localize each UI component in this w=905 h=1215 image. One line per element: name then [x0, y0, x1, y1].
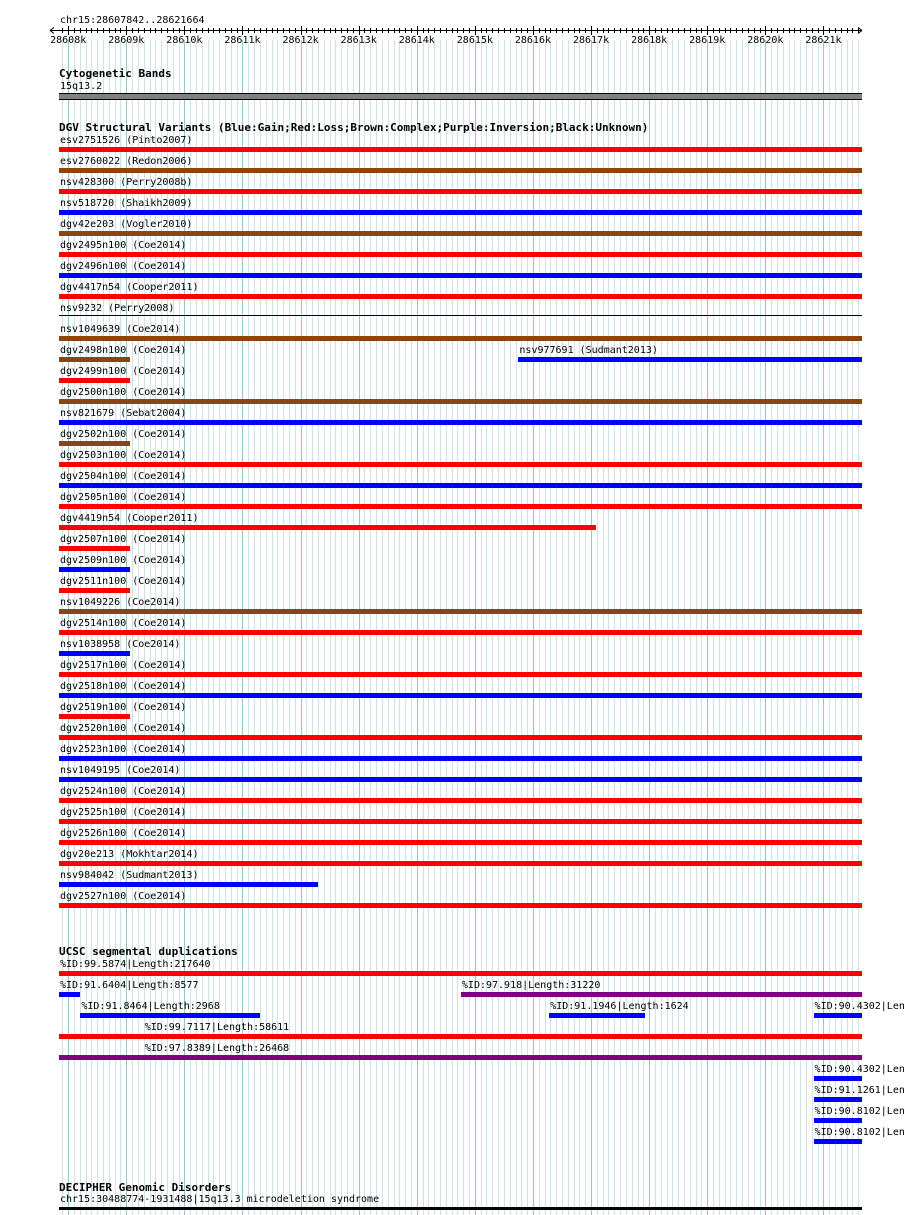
dgv-feature-label: dgv2500n100 (Coe2014) — [60, 387, 187, 398]
dgv-feature-bar[interactable] — [59, 840, 862, 845]
dgv-feature-label: dgv42e203 (Vogler2010) — [60, 219, 193, 230]
dgv-feature-bar[interactable] — [59, 294, 862, 299]
dgv-feature-label: dgv2505n100 (Coe2014) — [60, 492, 187, 503]
dgv-feature-bar[interactable] — [59, 378, 130, 383]
segdups-feature-bar[interactable] — [814, 1139, 862, 1144]
dgv-feature-label: dgv2526n100 (Coe2014) — [60, 828, 187, 839]
dgv-feature-bar[interactable] — [59, 798, 862, 803]
dgv-feature-bar[interactable] — [59, 252, 862, 257]
ruler-tick-label: 28617k — [572, 35, 610, 46]
dgv-feature-bar[interactable] — [59, 504, 862, 509]
segdups-feature-label: %ID:99.5874|Length:217640 — [60, 959, 211, 970]
segdups-feature-label: %ID:97.8389|Length:26468 — [144, 1043, 290, 1054]
ruler-tick-label: 28612k — [282, 35, 319, 46]
dgv-feature-label: nsv9232 (Perry2008) — [60, 303, 175, 314]
dgv-feature-bar[interactable] — [518, 357, 862, 362]
dgv-feature-bar[interactable] — [59, 903, 862, 908]
dgv-feature-bar[interactable] — [59, 609, 862, 614]
dgv-feature-label: dgv2503n100 (Coe2014) — [60, 450, 187, 461]
dgv-feature-bar[interactable] — [59, 147, 862, 152]
segdup-track-title: UCSC segmental duplications — [59, 945, 238, 958]
decipher-feature-bar[interactable] — [59, 1207, 862, 1210]
segdups-feature-label: %ID:97.918|Length:31220 — [461, 980, 601, 991]
ruler-tick-label: 28609k — [108, 35, 145, 46]
dgv-feature-label: dgv2520n100 (Coe2014) — [60, 723, 187, 734]
dgv-feature-label: dgv2496n100 (Coe2014) — [60, 261, 187, 272]
segdups-feature-label: %ID:91.1261|Len — [814, 1085, 905, 1096]
ruler-tick-label: 28620k — [747, 35, 784, 46]
ruler-tick-label: 28611k — [224, 35, 261, 46]
segdups-feature-bar[interactable] — [814, 1118, 862, 1123]
segdups-feature-bar[interactable] — [814, 1013, 862, 1018]
dgv-feature-label: dgv2498n100 (Coe2014) — [60, 345, 187, 356]
dgv-feature-label: dgv2504n100 (Coe2014) — [60, 471, 187, 482]
segdups-feature-bar[interactable] — [80, 1013, 260, 1018]
dgv-feature-bar[interactable] — [59, 441, 130, 446]
dgv-feature-bar[interactable] — [59, 567, 130, 572]
dgv-feature-bar[interactable] — [59, 861, 862, 866]
dgv-feature-bar[interactable] — [59, 462, 862, 467]
dgv-feature-bar[interactable] — [59, 735, 862, 740]
ruler-tick-label: 28618k — [631, 35, 668, 46]
dgv-feature-label: dgv2499n100 (Coe2014) — [60, 366, 187, 377]
dgv-feature-label: nsv1038958 (Coe2014) — [60, 639, 181, 650]
dgv-feature-label: dgv2502n100 (Coe2014) — [60, 429, 187, 440]
dgv-feature-bar[interactable] — [59, 420, 862, 425]
dgv-feature-label: dgv2514n100 (Coe2014) — [60, 618, 187, 629]
dgv-feature-bar[interactable] — [59, 168, 862, 173]
segdups-feature-label: %ID:91.8464|Length:2968 — [81, 1001, 220, 1012]
decipher-feature-label: chr15:30488774-1931488|15q13.3 microdeletion syndrome — [60, 1194, 380, 1205]
cytoband-bar[interactable] — [59, 93, 862, 100]
segdups-feature-label: %ID:90.4302|Len — [814, 1064, 905, 1075]
dgv-track-title: DGV Structural Variants (Blue:Gain;Red:Loss;Brown:Complex;Purple:Inversion;Black:Unknown) — [59, 121, 649, 134]
dgv-feature-label: dgv2511n100 (Coe2014) — [60, 576, 187, 587]
dgv-feature-bar[interactable] — [59, 210, 862, 215]
segdups-feature-label: %ID:90.8102|Len — [814, 1127, 905, 1138]
dgv-feature-bar[interactable] — [59, 546, 130, 551]
cytobands-track-title: Cytogenetic Bands — [59, 67, 172, 80]
dgv-feature-label: nsv518720 (Shaikh2009) — [60, 198, 193, 209]
dgv-feature-bar[interactable] — [59, 630, 862, 635]
dgv-feature-label: dgv4419n54 (Cooper2011) — [60, 513, 199, 524]
dgv-feature-bar[interactable] — [59, 357, 130, 362]
segdups-feature-label: %ID:90.8102|Len — [814, 1106, 905, 1117]
dgv-feature-label: nsv428300 (Perry2008b) — [60, 177, 193, 188]
dgv-feature-bar[interactable] — [59, 483, 862, 488]
dgv-feature-label: dgv4417n54 (Cooper2011) — [60, 282, 199, 293]
segdups-feature-bar[interactable] — [814, 1097, 862, 1102]
dgv-feature-bar[interactable] — [59, 882, 318, 887]
dgv-feature-bar[interactable] — [59, 714, 130, 719]
dgv-feature-bar[interactable] — [59, 273, 862, 278]
dgv-feature-label: nsv1049226 (Coe2014) — [60, 597, 181, 608]
dgv-feature-label: dgv2507n100 (Coe2014) — [60, 534, 187, 545]
dgv-feature-bar[interactable] — [59, 399, 862, 404]
ruler-tick-label: 28614k — [398, 35, 435, 46]
ruler-tick-label: 28621k — [805, 35, 842, 46]
dgv-feature-label: nsv977691 (Sudmant2013) — [519, 345, 658, 356]
cytoband-label: 15q13.2 — [60, 81, 103, 92]
dgv-feature-bar[interactable] — [59, 231, 862, 236]
dgv-feature-bar[interactable] — [59, 693, 862, 698]
dgv-feature-bar[interactable] — [59, 819, 862, 824]
dgv-feature-bar[interactable] — [59, 672, 862, 677]
dgv-feature-bar[interactable] — [59, 651, 130, 656]
segdups-feature-label: %ID:99.7117|Length:58611 — [144, 1022, 290, 1033]
segdups-feature-bar[interactable] — [59, 1055, 862, 1060]
dgv-feature-bar[interactable] — [59, 336, 862, 341]
ruler-tick-label: 28613k — [340, 35, 377, 46]
segdups-feature-label: %ID:91.1946|Length:1624 — [550, 1001, 689, 1012]
dgv-feature-label: nsv984042 (Sudmant2013) — [60, 870, 199, 881]
dgv-feature-label: dgv2519n100 (Coe2014) — [60, 702, 187, 713]
ruler-tick-label: 28608k — [50, 35, 87, 46]
segdups-feature-label: %ID:91.6404|Length:8577 — [60, 980, 199, 991]
dgv-feature-label: nsv1049195 (Coe2014) — [60, 765, 181, 776]
ruler-tick-label: 28615k — [456, 35, 493, 46]
dgv-feature-label: dgv2509n100 (Coe2014) — [60, 555, 187, 566]
segdups-feature-bar[interactable] — [814, 1076, 862, 1081]
dgv-feature-bar[interactable] — [59, 756, 862, 761]
ruler-tick-label: 28610k — [166, 35, 203, 46]
segdups-feature-bar[interactable] — [461, 992, 862, 997]
dgv-feature-label: dgv2518n100 (Coe2014) — [60, 681, 187, 692]
dgv-feature-label: nsv1049639 (Coe2014) — [60, 324, 181, 335]
dgv-feature-label: esv2760022 (Redon2006) — [60, 156, 193, 167]
segdups-feature-bar[interactable] — [59, 971, 862, 976]
dgv-feature-label: dgv2495n100 (Coe2014) — [60, 240, 187, 251]
segdups-feature-bar[interactable] — [59, 1034, 862, 1039]
decipher-track-title: DECIPHER Genomic Disorders — [59, 1181, 232, 1194]
dgv-feature-label: dgv20e213 (Mokhtar2014) — [60, 849, 199, 860]
dgv-feature-bar[interactable] — [59, 525, 596, 530]
dgv-feature-label: dgv2525n100 (Coe2014) — [60, 807, 187, 818]
dgv-feature-label: esv2751526 (Pinto2007) — [60, 135, 193, 146]
dgv-feature-label: dgv2523n100 (Coe2014) — [60, 744, 187, 755]
ruler-tick-label: 28616k — [514, 35, 551, 46]
segdups-feature-label: %ID:90.4302|Len — [814, 1001, 905, 1012]
dgv-feature-label: nsv821679 (Sebat2004) — [60, 408, 187, 419]
ruler-tick-label: 28619k — [689, 35, 726, 46]
dgv-feature-bar[interactable] — [59, 777, 862, 782]
dgv-feature-bar[interactable] — [59, 588, 130, 593]
dgv-feature-label: dgv2527n100 (Coe2014) — [60, 891, 187, 902]
dgv-feature-label: dgv2517n100 (Coe2014) — [60, 660, 187, 671]
dgv-feature-label: dgv2524n100 (Coe2014) — [60, 786, 187, 797]
segdups-feature-bar[interactable] — [549, 1013, 645, 1018]
position-label: chr15:28607842..28621664 — [60, 15, 205, 26]
dgv-feature-bar[interactable] — [59, 315, 862, 316]
dgv-feature-bar[interactable] — [59, 189, 862, 194]
segdups-feature-bar[interactable] — [59, 992, 80, 997]
